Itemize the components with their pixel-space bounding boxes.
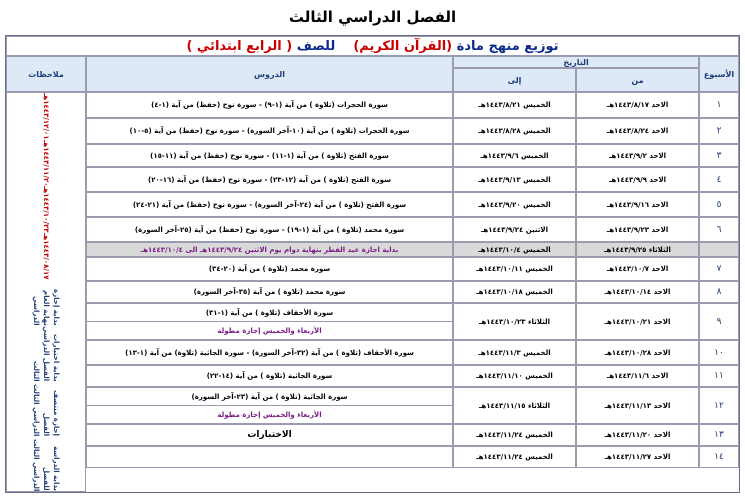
lesson-text: سورة الحجرات (تلاوة ) من آية (١-٩) - سورة نوح (حفظ) من آية (١-٤) (151, 101, 388, 109)
to-date: الخميس ١٤٤٣/٨/٢٨هـ (478, 127, 551, 135)
from-date-cell (576, 118, 699, 144)
from-date-cell (576, 144, 699, 167)
to-date: الخميس ١٤٤٣/٩/٦هـ (480, 151, 549, 160)
from-date: الاحد ١٤٤٣/١١/٢٠هـ (604, 431, 671, 439)
class-prefix: للصف (296, 38, 336, 54)
from-date: الاحد ١٤٤٣/١٠/٧هـ (606, 265, 669, 273)
to-date-cell (453, 92, 576, 118)
week-number-cell (699, 92, 739, 118)
week-number-cell (699, 281, 739, 303)
to-date: الخميس ١٤٤٣/١١/٢٤هـ (476, 453, 553, 461)
from-date-cell (576, 340, 699, 365)
notes-header: ملاحظات (6, 56, 86, 92)
lessons-cell (86, 424, 453, 446)
week-number-cell (699, 424, 739, 446)
week-number: ١٤ (714, 452, 724, 462)
to-date: الخميس ١٤٤٣/١٠/٤هـ (478, 245, 551, 254)
lessons-cell (86, 257, 453, 281)
subject-prefix: توزيع منهج مادة (456, 38, 559, 54)
week-number: ١ (716, 100, 722, 110)
from-header: من (576, 68, 699, 92)
to-date: الخميس ١٤٤٣/١١/٣هـ (478, 348, 551, 357)
lessons-cell (86, 387, 453, 424)
to-date: الثلاثاء ١٤٤٣/١٠/٢٣هـ (478, 317, 551, 326)
to-date-cell (453, 281, 576, 303)
to-date-cell (453, 257, 576, 281)
to-date: الخميس ١٤٤٣/١١/١٠هـ (476, 372, 553, 380)
week-number: ١٠ (714, 347, 724, 358)
week-number: ٦ (716, 224, 722, 235)
lessons-cell (86, 118, 453, 144)
to-date: الخميس ١٤٤٣/٩/١٣هـ (478, 175, 551, 184)
to-date: الخميس ١٤٤٣/١٠/١١هـ (476, 265, 553, 273)
long-weekend-note: الأربعاء والخميس إجازة مطولة (217, 326, 322, 335)
from-date-cell (576, 92, 699, 118)
week-number-cell (699, 257, 739, 281)
lessons-cell (86, 217, 453, 242)
to-date-cell (453, 387, 576, 424)
lesson-text: سورة محمد (تلاوة ) من آية (٢٠-٣٤) (208, 265, 331, 273)
to-date: الاثنين ١٤٤٣/٩/٢٤هـ (481, 225, 548, 234)
class-name: ( الرابع ابتدائي ) (186, 38, 293, 54)
lesson-text: سورة الجاثية (تلاوة ) من آية (١٤-٢٢) (206, 372, 333, 380)
exams-label: الاختبارات (247, 430, 292, 440)
to-date-cell (453, 118, 576, 144)
week-number-cell (699, 192, 739, 217)
from-date: الثلاثاء ١٤٤٣/٩/٢٥هـ (604, 245, 671, 254)
to-date-cell (453, 217, 576, 242)
note-line: بداية اختبارات الفصل الدراسي الثالث (32, 326, 60, 382)
from-date-cell (576, 387, 699, 424)
to-date: الخميس ١٤٤٣/٨/٢١هـ (478, 101, 551, 109)
week-header: الأسبوع (699, 56, 739, 92)
from-date-cell (576, 424, 699, 446)
week-number-cell (699, 144, 739, 167)
week-number-cell (699, 167, 739, 192)
to-date: الخميس ١٤٤٣/١٠/١٨هـ (476, 288, 553, 296)
lessons-cell (86, 340, 453, 365)
from-date: الاحد ١٤٤٣/٩/١٦هـ (606, 200, 669, 209)
to-date-cell (453, 242, 576, 257)
to-date: الثلاثاء ١٤٤٣/١١/١٥هـ (478, 401, 551, 410)
from-date-cell (576, 446, 699, 468)
week-number-cell (699, 387, 739, 424)
note-line: إجازة منتصف الفصل الدراسي الثالث (32, 383, 60, 437)
schedule-table (5, 35, 740, 493)
week-number: ٣ (716, 150, 722, 161)
week-number-cell (699, 446, 739, 468)
from-date-cell (576, 257, 699, 281)
note-date: ١٤٤٣/١٠/٢٣هـ (42, 186, 50, 233)
long-weekend-note: الأربعاء والخميس إجازة مطولة (217, 410, 322, 419)
note-date: ١٤٤٣/١٢/٠١هـ (42, 93, 50, 140)
week-number: ٢ (716, 126, 722, 136)
week-number-cell (699, 242, 739, 257)
to-date-cell (453, 192, 576, 217)
week-number-cell (699, 118, 739, 144)
week-number: ٨ (716, 287, 722, 297)
lessons-cell (86, 167, 453, 192)
lesson-text: سورة الأحقاف (تلاوة ) من آية (١-٣١) (205, 308, 334, 317)
date-header: التاريخ (453, 56, 699, 68)
subject-name: (القرآن الكريم) (353, 38, 453, 54)
lessons-cell (86, 303, 453, 340)
from-date-cell (576, 167, 699, 192)
note-line: بداية الدراسة للفصل الدراسي الثالث (32, 438, 60, 491)
week-number: ٤ (716, 174, 722, 185)
from-date: الاحد ١٤٤٣/١١/١٣هـ (604, 401, 671, 410)
lesson-text: سورة الفتح (تلاوة ) من آية (١-١١) - سورة نوح (حفظ) من آية (١١-١٥) (150, 151, 389, 160)
note-line: بداية إجازة نهاية العام الدراسي (32, 289, 60, 326)
lesson-text: سورة الجاثية (تلاوة ) من آية (٢٣-آخر السورة) (191, 392, 348, 401)
to-date-cell (453, 365, 576, 387)
from-date: الاحد ١٤٤٣/٨/١٧هـ (606, 101, 669, 109)
lessons-cell (86, 92, 453, 118)
week-number: ٥ (716, 199, 722, 210)
from-date-cell (576, 281, 699, 303)
week-number: ١٢ (714, 400, 724, 411)
from-date: الاحد ١٤٤٣/١٠/١٤هـ (604, 288, 671, 296)
from-date-cell (576, 192, 699, 217)
to-date: الخميس ١٤٤٣/٩/٢٠هـ (478, 200, 551, 209)
to-date: الخميس ١٤٤٣/١١/٢٤هـ (476, 431, 553, 439)
from-date: الاحد ١٤٤٣/١١/٦هـ (606, 372, 669, 380)
notes-cell (6, 92, 86, 492)
from-date: الاحد ١٤٤٣/٨/٢٤هـ (606, 127, 669, 135)
week-number: ١١ (714, 371, 724, 381)
lesson-text: سورة محمد (تلاوة ) من آية (٣٥-آخر السورة) (193, 288, 346, 296)
lessons-cell (86, 192, 453, 217)
to-date-cell (453, 424, 576, 446)
holiday-note: بداية اجازة عيد الفطر بنهاية دوام يوم الاثنين ١٤٤٣/٩/٢٤هـ الى ١٤٤٣/١٠/٤هـ (140, 245, 399, 254)
to-date-cell (453, 303, 576, 340)
from-date-cell (576, 303, 699, 340)
from-date-cell (576, 242, 699, 257)
from-date: الاحد ١٤٤٣/١١/٢٧هـ (604, 453, 671, 461)
from-date-cell (576, 365, 699, 387)
to-date-cell (453, 144, 576, 167)
lesson-text: سورة الحجرات (تلاوة ) من آية (١٠-آخر السورة) - سورة نوح (حفظ) من آية (٥-١٠) (129, 127, 410, 135)
note-date: ١٤٤٣/٠٨/١٧هـ (42, 232, 50, 280)
from-date: الاحد ١٤٤٣/٩/٩هـ (608, 175, 667, 184)
week-number: ٧ (716, 264, 722, 274)
lesson-text: سورة محمد (تلاوة ) من آية (١-١٩) - سورة نوح (حفظ) من آية (٢٥-آخر السورة) (134, 225, 405, 234)
from-date: الاحد ١٤٤٣/٩/٢٣هـ (606, 225, 669, 234)
lessons-cell (86, 365, 453, 387)
to-date-cell (453, 340, 576, 365)
lessons-header: الدروس (86, 56, 453, 92)
to-header: إلى (453, 68, 576, 92)
lesson-text: سورة الفتح (تلاوة ) من آية (٢٤-آخر السورة) - سورة نوح (حفظ) من آية (٢١-٢٤) (132, 200, 407, 209)
page-title: الفصل الدراسي الثالث (288, 8, 457, 26)
week-number: ٩ (716, 316, 722, 327)
lessons-cell (86, 242, 453, 257)
from-date: الاحد ١٤٤٣/١٠/٢٨هـ (604, 348, 671, 357)
lesson-text: سورة الأحقاف (تلاوة ) من آية (٣٢-آخر السورة) - سورة الجاثية (تلاوة) من آية (١-١٣) (125, 348, 414, 357)
table-subtitle (6, 36, 739, 56)
week-number-cell (699, 217, 739, 242)
from-date-cell (576, 217, 699, 242)
week-number-cell (699, 340, 739, 365)
to-date-cell (453, 167, 576, 192)
note-date: ١٤٤٣/١١/٢٠هـ (42, 139, 50, 187)
to-date-cell (453, 446, 576, 468)
week-number: ١٣ (714, 430, 724, 440)
week-number-cell (699, 365, 739, 387)
week-number-cell (699, 303, 739, 340)
lessons-cell (86, 446, 453, 468)
lessons-cell (86, 281, 453, 303)
from-date: الاحد ١٤٤٣/٩/٢هـ (608, 151, 667, 160)
lesson-text: سورة الفتح (تلاوة ) من آية (١٢-٢٣) - سورة نوح (حفظ) من آية (١٦-٢٠) (148, 175, 391, 184)
lessons-cell (86, 144, 453, 167)
from-date: الاحد ١٤٤٣/١٠/٢١هـ (604, 317, 671, 326)
